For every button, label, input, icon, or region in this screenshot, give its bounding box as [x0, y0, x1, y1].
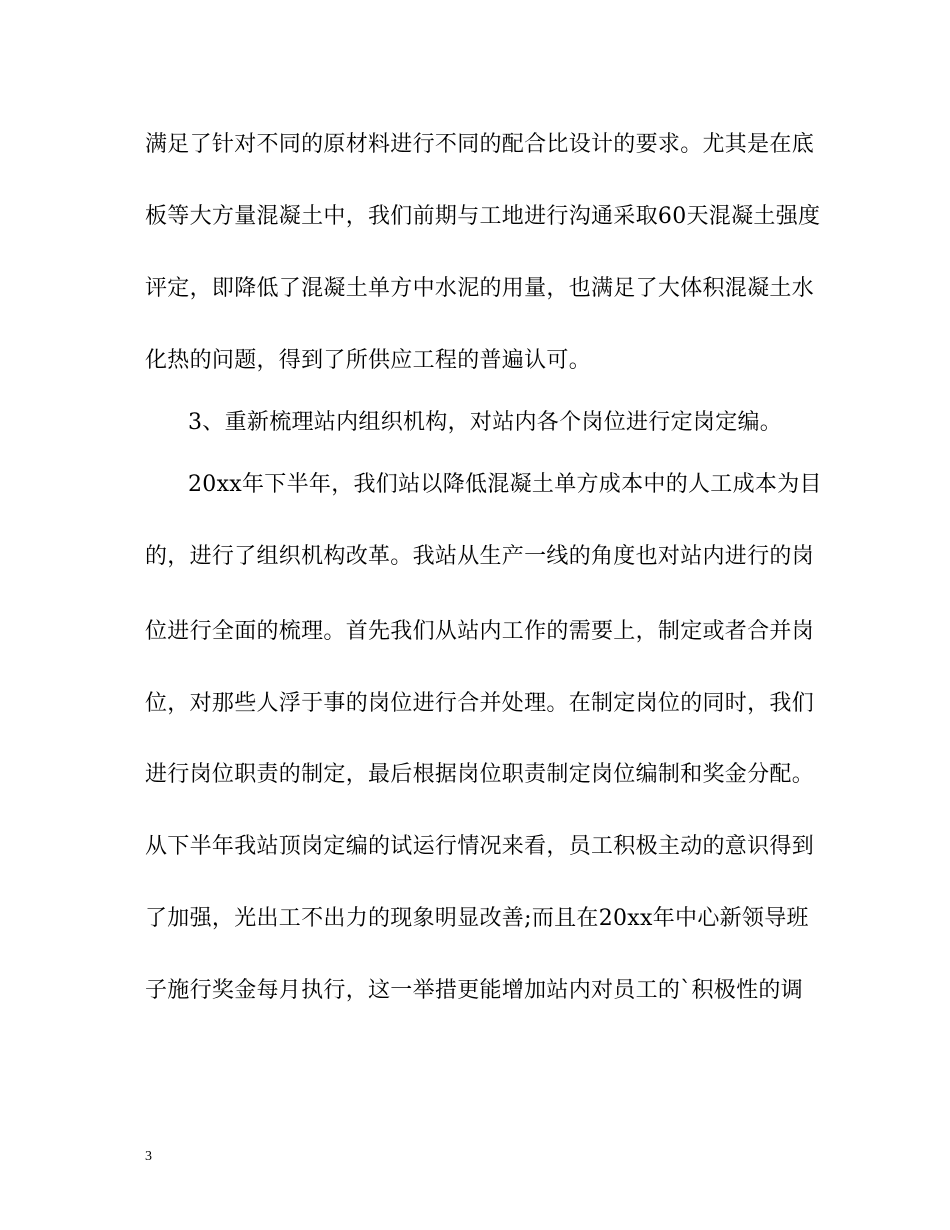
paragraph-line: 20xx年下半年，我们站以降低混凝土单方成本中的人工成本为目 [188, 472, 822, 497]
paragraph-line: 满足了针对不同的原材料进行不同的配合比设计的要求。尤其是在底 [145, 132, 815, 157]
paragraph-line: 评定，即降低了混凝土单方中水泥的用量，也满足了大体积混凝土水 [145, 276, 815, 301]
paragraph-line: 板等大方量混凝土中，我们前期与工地进行沟通采取60天混凝土强度 [145, 204, 821, 229]
paragraph-line: 化热的问题，得到了所供应工程的普遍认可。 [145, 348, 592, 373]
section-heading: 3、重新梳理站内组织机构，对站内各个岗位进行定岗定编。 [188, 410, 783, 435]
page-number: 3 [145, 1149, 152, 1164]
paragraph-line: 位，对那些人浮于事的岗位进行合并处理。在制定岗位的同时，我们 [145, 691, 815, 716]
paragraph-line: 从下半年我站顶岗定编的试运行情况来看，员工积极主动的意识得到 [145, 834, 815, 859]
paragraph-line: 子施行奖金每月执行，这一举措更能增加站内对员工的`积极性的调 [145, 978, 804, 1003]
paragraph-line: 的，进行了组织机构改革。我站从生产一线的角度也对站内进行的岗 [145, 544, 815, 569]
paragraph-line: 了加强，光出工不出力的现象明显改善;而且在20xx年中心新领导班 [145, 906, 809, 931]
paragraph-line: 进行岗位职责的制定，最后根据岗位职责制定岗位编制和奖金分配。 [145, 762, 815, 787]
paragraph-line: 位进行全面的梳理。首先我们从站内工作的需要上，制定或者合并岗 [145, 619, 815, 644]
